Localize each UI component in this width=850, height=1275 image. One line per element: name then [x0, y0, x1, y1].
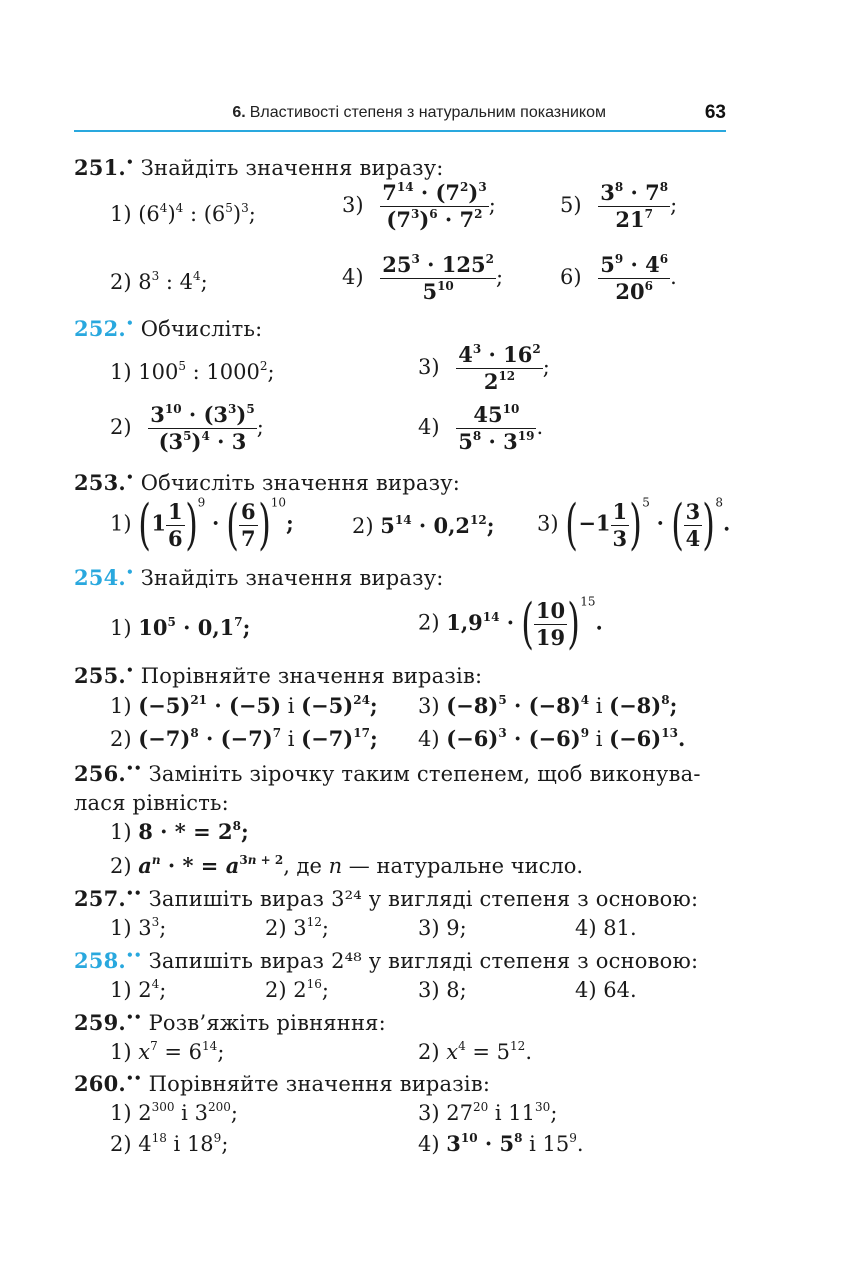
item-251-2: 2) $8^3$ : $4^4$;	[110, 269, 208, 294]
problem-256-prompt-line2: лася рівність:	[74, 791, 229, 815]
item-251-4: 4) $\frac{25^3 \cdot 125^2}{5^{10}}$ ;	[342, 252, 504, 304]
item-258-4: 4) 64.	[575, 978, 637, 1002]
problem-number: 260.••	[74, 1071, 142, 1096]
problem-prompt: Запишіть вираз 3²⁴ у вигляді степеня з основою:	[148, 887, 699, 911]
item-252-4: 4) $\frac{45^{10}}{5^8 \cdot 3^{19}}$ .	[418, 402, 544, 454]
item-257-3: 3) 9;	[418, 916, 467, 940]
item-253-3: 3) (−1 $\frac{1}{3}$ )$^5$ · ( $\frac{3}{4}$ )$^8$.	[537, 493, 731, 556]
item-253-2: 2) $5^{14} \cdot 0,2^{12}$;	[352, 513, 495, 538]
problem-252-heading	[74, 316, 262, 342]
problem-254-heading	[74, 565, 444, 591]
item-255-2: 2) $(-7)^8 \cdot (-7)^7$ і $(-7)^{17}$;	[110, 726, 378, 751]
item-251-6: 6) $\frac{5^9 \cdot 4^6}{20^6}$ .	[560, 252, 677, 304]
problem-prompt: Порівняйте значення виразів:	[140, 664, 483, 688]
running-header	[74, 100, 726, 132]
item-260-2: 2) $4^{18}$ і $18^9$;	[110, 1131, 229, 1156]
item-256-1: 1) 8 · * = $2^8$;	[110, 819, 249, 844]
problem-number: 256.••	[74, 761, 142, 786]
problem-prompt: Розв’яжіть рівняння:	[148, 1011, 386, 1035]
item-258-2: 2) $2^{16}$;	[265, 977, 329, 1002]
item-260-3: 3) $27^{20}$ і $11^{30}$;	[418, 1100, 558, 1125]
problem-255-heading	[74, 663, 482, 689]
problem-prompt: Обчисліть:	[140, 317, 263, 341]
item-253-1: 1) (1 $\frac{1}{6}$ )$^9$ · ( $\frac{6}{7}$ )$^{10}$;	[110, 493, 294, 556]
item-257-4: 4) 81.	[575, 916, 637, 940]
problem-251-heading	[74, 155, 444, 181]
item-257-2: 2) $3^{12}$;	[265, 915, 329, 940]
problem-number: 255.•	[74, 663, 134, 688]
item-255-3: 3) $(-8)^5 \cdot (-8)^4$ і $(-8)^8$;	[418, 693, 678, 718]
problem-number: 252.•	[74, 316, 134, 341]
problem-259-heading	[74, 1010, 386, 1036]
problem-prompt: Обчисліть значення виразу:	[140, 471, 461, 495]
problem-prompt: Знайдіть значення виразу:	[140, 156, 444, 180]
item-252-3: 3) $\frac{4^3 \cdot 16^2}{2^{12}}$ ;	[418, 342, 550, 394]
item-258-1: 1) $2^4$;	[110, 977, 167, 1002]
item-251-3: 3) $\frac{7^{14} \cdot (7^2)^3}{(7^3)^6 \cdot 7^2}$ ;	[342, 180, 496, 232]
item-251-5: 5) $\frac{3^8 \cdot 7^8}{21^7}$ ;	[560, 180, 678, 232]
item-257-1: 1) $3^3$;	[110, 915, 167, 940]
problem-number: 253.•	[74, 470, 134, 495]
problem-prompt: Замініть зірочку таким степенем, щоб виконува-	[148, 762, 701, 786]
chapter-title: 6. Властивості степеня з натуральним показником	[232, 104, 606, 121]
problem-number: 259.••	[74, 1010, 142, 1035]
problem-257-heading	[74, 886, 698, 912]
problem-number: 254.•	[74, 565, 134, 590]
problem-prompt: Порівняйте значення виразів:	[148, 1072, 491, 1096]
item-256-2: 2) $a^n$ · * = $a^{3n + 2}$, де n — натуральне число.	[110, 853, 584, 878]
item-255-4: 4) $(-6)^3 \cdot (-6)^9$ і $(-6)^{13}$.	[418, 726, 686, 751]
item-259-2: 2) $x^4 = 5^{12}$.	[418, 1039, 532, 1064]
page-number: 63	[704, 102, 726, 123]
item-259-1: 1) $x^7 = 6^{14}$;	[110, 1039, 225, 1064]
item-255-1: 1) $(-5)^{21} \cdot (-5)$ і $(-5)^{24}$;	[110, 693, 378, 718]
problem-number: 257.••	[74, 886, 142, 911]
problem-number: 258.••	[74, 948, 142, 973]
problem-258-heading	[74, 948, 698, 974]
item-252-2: 2) $\frac{3^{10} \cdot (3^3)^5}{(3^5)^4 \cdot 3}$ ;	[110, 402, 264, 454]
problem-256-heading	[74, 761, 701, 787]
item-260-4: 4) $3^{10} \cdot 5^8$ і $15^9$.	[418, 1131, 584, 1156]
item-254-1: 1) $10^5 \cdot 0,1^7$;	[110, 615, 251, 640]
item-251-1: 1) $(6^4)^4$ : $(6^5)^3$;	[110, 201, 256, 226]
problem-prompt: Знайдіть значення виразу:	[140, 566, 444, 590]
problem-number: 251.•	[74, 155, 134, 180]
item-258-3: 3) 8;	[418, 978, 467, 1002]
item-260-1: 1) $2^{300}$ і $3^{200}$;	[110, 1100, 238, 1125]
problem-260-heading	[74, 1071, 490, 1097]
item-252-1: 1) $100^5$ : 1000$^2$;	[110, 359, 275, 384]
problem-prompt: Запишіть вираз 2⁴⁸ у вигляді степеня з основою:	[148, 949, 699, 973]
item-254-2: 2) $1,9^{14}$ · ( $\frac{10}{19}$ )$^{15}$.	[418, 592, 603, 655]
